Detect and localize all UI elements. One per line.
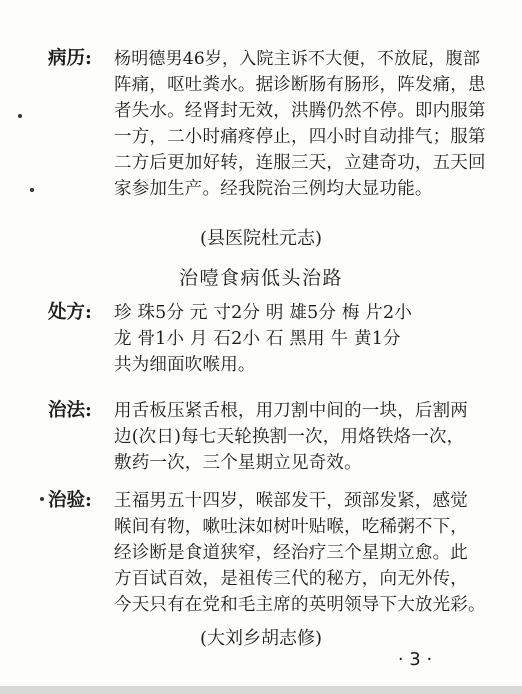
history-line: 家参加生产。经我院治三例均大显功能。 — [114, 179, 433, 199]
method-line: 敷药一次，三个星期立见奇效。 — [114, 453, 362, 473]
page-bottom-edge — [0, 686, 522, 694]
credit-county-hospital: (县医院杜元志) — [199, 228, 323, 249]
history-line: 阵痛，呕吐粪水。据诊断肠有肠形，阵发痛，患 — [114, 75, 486, 95]
cases-line: 经诊断是食道狭窄，经治疗三个星期立愈。此 — [114, 543, 468, 563]
prescription-line: 共为细面吹喉用。 — [114, 355, 256, 375]
cases-line: 今天只有在党和毛主席的英明领导下大放光彩。 — [114, 595, 486, 615]
history-line: 一方，二小时痛疼停止，四小时自动排气；服第 — [114, 127, 486, 147]
cases-line: 方百试百效，是祖传三代的秘方，向无外传， — [114, 569, 468, 589]
history-line: 二方后更加好转，连服三天，立建奇功，五天回 — [114, 153, 486, 173]
credit-daliu-township: (大刘乡胡志修) — [199, 628, 323, 649]
margin-mark — [18, 114, 22, 118]
method-section — [48, 398, 488, 476]
page-number: · 3 · — [397, 649, 433, 670]
history-line: 杨明德男46岁，入院主诉不大便，不放屁，腹部 — [114, 49, 481, 69]
section-title: 治噎食病低头治路 — [178, 267, 343, 289]
history-section — [48, 46, 488, 202]
history-line: 者失水。经肾封无效，洪腾仍然不停。即内服第 — [114, 101, 486, 121]
method-label: 治法: — [48, 400, 92, 421]
cases-line: 王福男五十四岁，喉部发干，颈部发紧，感觉 — [114, 491, 468, 511]
margin-mark — [30, 188, 34, 192]
cases-label: 治验: — [48, 490, 92, 511]
prescription-label: 处方: — [48, 302, 92, 323]
prescription-line: 珍 珠5分 元 寸2分 明 雄5分 梅 片2小 — [114, 303, 413, 323]
prescription-line: 龙 骨1小 月 石2小 石 黑用 牛 黄1分 — [114, 329, 401, 349]
method-line: 边(次日)每七天轮换割一次，用烙铁烙一次， — [114, 427, 465, 447]
prescription-section — [48, 300, 488, 378]
cases-line: 喉间有物，嗽吐沫如树叶贴喉，吃稀粥不下， — [114, 517, 468, 537]
method-line: 用舌板压紧舌根，用刀割中间的一块，后割两 — [114, 401, 468, 421]
margin-mark — [40, 497, 44, 501]
cases-section — [48, 488, 488, 618]
history-label: 病历: — [48, 48, 92, 69]
